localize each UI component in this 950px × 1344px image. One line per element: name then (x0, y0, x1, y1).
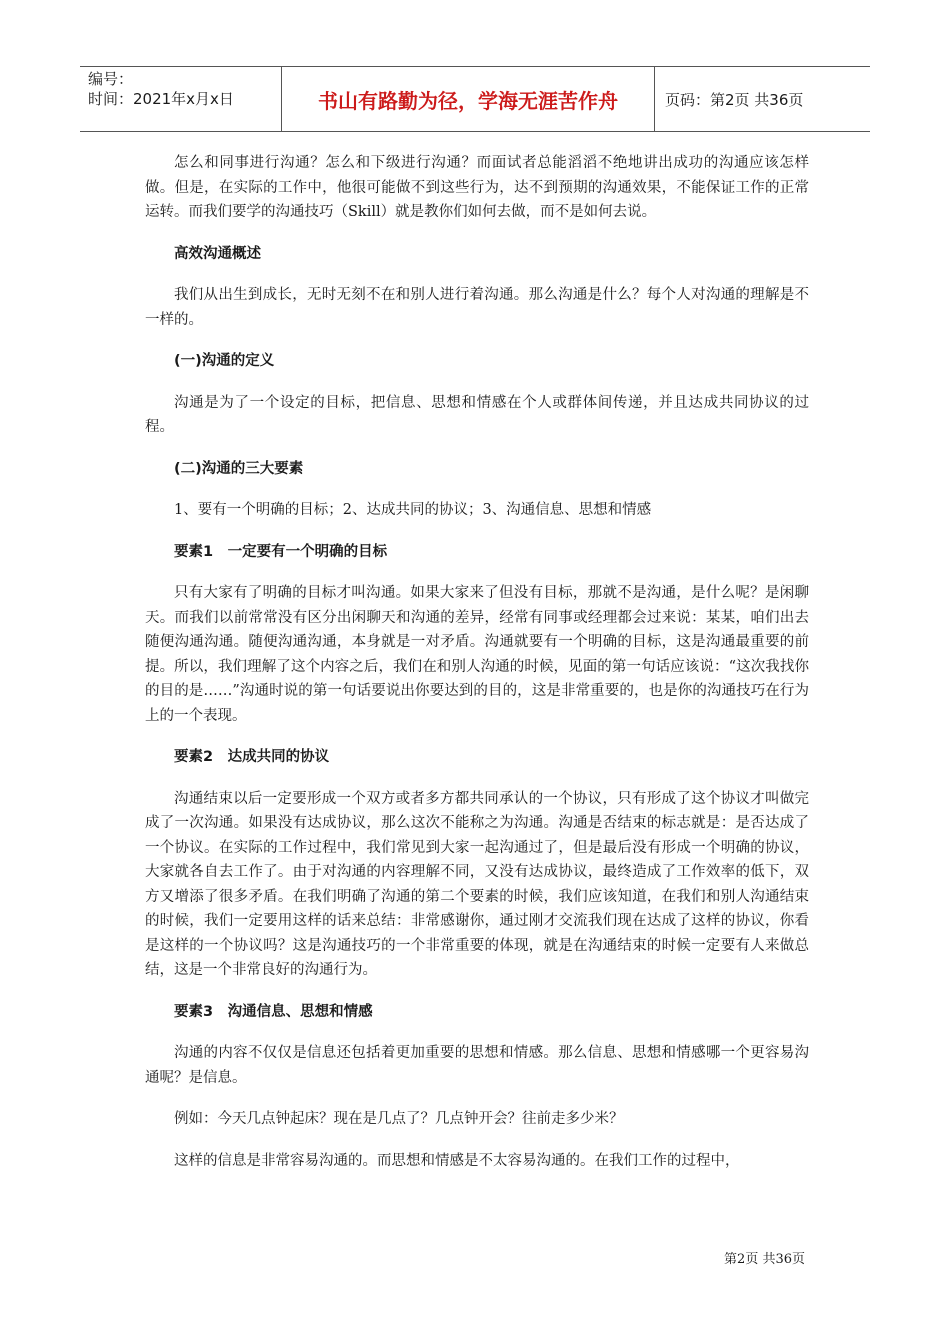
header-meta (80, 67, 282, 131)
paragraph: 怎么和同事进行沟通？怎么和下级进行沟通？而面试者总能滔滔不绝地讲出成功的沟通应该怎样做。但是，在实际的工作中，他很可能做不到这些行为，达不到预期的沟通效果，不能保证工作的正常运转。而我们要学的沟通技巧（Skill）就是教你们如何去做，而不是如何去说。 (145, 155, 809, 220)
paragraph: 沟通结束以后一定要形成一个双方或者多方都共同承认的一个协议，只有形成了这个协议才叫做完成了一次沟通。如果没有达成协议，那么这次不能称之为沟通。沟通是否结束的标志就是：是否达成了一个协议。在实际的工作过程中，我们常见到大家一起沟通过了，但是最后没有形成一个明确的协议，大家就各自去工作了。由于对沟通的内容理解不同，又没有达成协议，最终造成了工作效率的低下，双方又增添了很多矛盾。在我们明确了沟通的第二个要素的时候，我们应该知道，在我们和别人沟通结束的时候，我们一定要用这样的话来总结：非常感谢你，通过刚才交流我们现在达成了这样的协议，你看是这样的一个协议吗？这是沟通技巧的一个非常重要的体现，就是在沟通结束的时候一定要有人来做总结，这是一个非常良好的沟通行为。 (145, 790, 809, 978)
section-heading: 高效沟通概述 (174, 245, 261, 262)
document-body (145, 151, 809, 1190)
section-heading: (二)沟通的三大要素 (174, 460, 304, 477)
paragraph: 1、要有一个明确的目标；2、达成共同的协议；3、沟通信息、思想和情感 (174, 502, 652, 518)
paragraph: 只有大家有了明确的目标才叫沟通。如果大家来了但没有目标，那就不是沟通，是什么呢？是闲聊天。而我们以前常常没有区分出闲聊天和沟通的差异，经常有同事或经理都会过来说：某某，咱们出去随便沟通沟通。随便沟通沟通，本身就是一对矛盾。沟通就要有一个明确的目标，这是沟通最重要的前提。所以，我们理解了这个内容之后，我们在和别人沟通的时候，见面的第一句话应该说：“这次我找你的目的是……”沟通时说的第一句话要说出你要达到的目的，这是非常重要的，也是你的沟通技巧在行为上的一个表现。 (145, 585, 809, 724)
paragraph: 我们从出生到成长，无时无刻不在和别人进行着沟通。那么沟通是什么？每个人对沟通的理解是不一样的。 (145, 287, 809, 328)
paragraph: 沟通是为了一个设定的目标，把信息、思想和情感在个人或群体间传递，并且达成共同协议的过程。 (145, 394, 809, 435)
page-info: 页码：第2页 共36页 (665, 90, 804, 109)
section-heading: 要素1 一定要有一个明确的目标 (174, 543, 388, 560)
time-label: 时间：2021年x月x日 (88, 90, 234, 108)
paragraph: 沟通的内容不仅仅是信息还包括着更加重要的思想和情感。那么信息、思想和情感哪一个更容易沟通呢？是信息。 (145, 1045, 809, 1086)
section-heading: 要素2 达成共同的协议 (174, 749, 330, 765)
section-heading: 要素3 沟通信息、思想和情感 (174, 1003, 373, 1020)
motto-text: 书山有路勤为径，学海无涯苦作舟 (282, 67, 655, 131)
section-heading: (一)沟通的定义 (174, 353, 275, 369)
page-header (80, 66, 870, 132)
paragraph: 这样的信息是非常容易沟通的。而思想和情感是不太容易沟通的。在我们工作的过程中， (174, 1152, 740, 1169)
number-label: 编号： (88, 70, 134, 88)
paragraph: 例如：今天几点钟起床？现在是几点了？几点钟开会？往前走多少米？ (174, 1111, 624, 1127)
page-footer: 第2页 共36页 (724, 1252, 805, 1267)
